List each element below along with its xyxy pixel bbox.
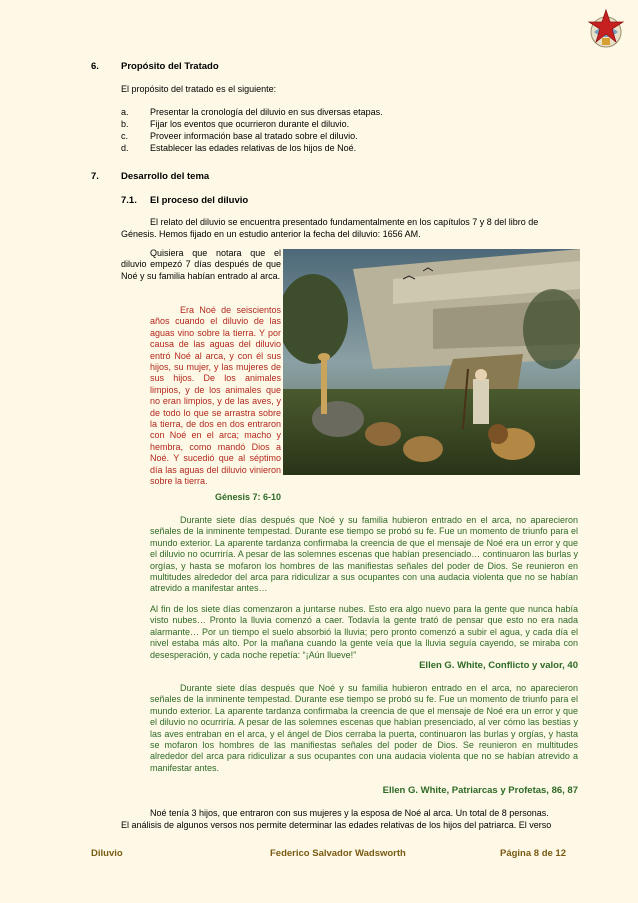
list-item-letter: b. bbox=[121, 119, 129, 129]
paragraph-line: Noé tenía 3 hijos, que entraron con sus mujeres y la esposa de Noé al arca. Un total de 8 personas. bbox=[150, 808, 549, 818]
list-item-letter: d. bbox=[121, 143, 129, 153]
section-7-number: 7. bbox=[91, 171, 99, 182]
list-item: Proveer información base al tratado sobre el diluvio. bbox=[150, 131, 358, 141]
section-6-number: 6. bbox=[91, 61, 99, 72]
list-item: Fijar los eventos que ocurrieron durante el diluvio. bbox=[150, 119, 350, 129]
list-item: Establecer las edades relativas de los hijos de Noé. bbox=[150, 143, 357, 153]
paragraph-line: Génesis. Hemos fijado en un estudio anterior la fecha del diluvio: 1656 AM. bbox=[121, 229, 421, 239]
list-item-letter: a. bbox=[121, 107, 129, 117]
footer-left: Diluvio bbox=[91, 848, 123, 859]
noahs-ark-illustration bbox=[283, 249, 580, 475]
intro-paragraph: Quisiera que notara que el diluvio empezó 7 días después de que Noé y su familia habían entrado al arca. bbox=[121, 248, 281, 281]
paragraph-line: El relato del diluvio se encuentra presentado fundamentalmente en los capítulos 7 y 8 del libro de bbox=[150, 217, 539, 227]
quote-1-part-1: Durante siete días después que Noé y su familia hubieron entrado en el arca, no aparecieron señales de la inminente tempestad. Durante ese tiempo se probó su fe. Fue un momento de triunfo para el mundo exterior. La aparente tardanza confirmaba la creencia de que el mensaje de Noé era un error y que el diluvio no ocurriría. A pesar de las solemnes escenas que habían presenciado… continuaron las burlas y orgías, y hasta se mofaron los hombres de las manifiestas señales del poder de Dios. Se reunieron en multitudes alrededor del arca para ridiculizar a sus ocupantes con una audacia violenta que no se habían atrevido a manifestar antes… bbox=[150, 515, 578, 594]
list-item: Presentar la cronología del diluvio en sus diversas etapas. bbox=[150, 107, 383, 117]
quote-1-reference: Ellen G. White, Conflicto y valor, 40 bbox=[419, 660, 578, 671]
quote-1-part-2: Al fin de los siete días comenzaron a juntarse nubes. Esto era algo nuevo para la gente que nunca había visto nubes… Pronto la lluvia comenzó a caer. Todavía la gente trató de pensar que esto no era nada alarmante… Por un tiempo el suelo absorbió la lluvia; pero pronto comenzó a subir el agua, y cada día el nivel estaba más alto. Por la mañana cuando la gente veía que la lluvia seguía cayendo, se miraba con desesperación, y cada noche repetía: “¡Aún llueve!” bbox=[150, 604, 578, 660]
subsection-number: 7.1. bbox=[121, 195, 137, 206]
bible-reference: Génesis 7: 6-10 bbox=[214, 492, 281, 502]
footer-page-number: Página 8 de 12 bbox=[500, 848, 567, 859]
list-item-letter: c. bbox=[121, 131, 129, 141]
paragraph-line: El análisis de algunos versos nos permite determinar las edades relativas de los hijos del patriarca. El verso bbox=[121, 820, 552, 830]
section-6-intro: El propósito del tratado es el siguiente: bbox=[121, 84, 277, 94]
subsection-title: El proceso del diluvio bbox=[150, 195, 249, 206]
section-6-title: Propósito del Tratado bbox=[121, 61, 219, 72]
logo-icon bbox=[584, 8, 628, 52]
quote-2: Durante siete días después que Noé y su familia hubieron entrado en el arca, no aparecieron señales de la inminente tempestad. Durante ese tiempo se probó su fe. Fue un momento de triunfo para el mundo exterior. La aparente tardanza confirmaba la creencia de que el mensaje de Noé era un error y que el diluvio no ocurriría. A pesar de las solemnes escenas que habían presenciado, al ver cómo las bestias y las aves entraban en el arca, y el ángel de Dios cerraba la puerta, continuaron las burlas y orgías, y hasta se mofaron los hombres de las manifiestas señales del poder de Dios. Se reunieron en multitudes alrededor del arca para ridiculizar a sus ocupantes con una audacia violenta que no se habían atrevido a manifestar antes. bbox=[150, 683, 578, 773]
section-7-title: Desarrollo del tema bbox=[121, 171, 210, 182]
footer-author: Federico Salvador Wadsworth bbox=[270, 848, 406, 859]
bible-quote: Era Noé de seiscientos años cuando el diluvio de las aguas vino sobre la tierra. Y por causa de las aguas del diluvio entró Noé al arca, y con él sus hijos, su mujer, y las mujeres de sus hijos. De los animales limpios, y de los animales que no eran limpios, y de las aves, y de todo lo que se arrastra sobre la tierra, de dos en dos entraron con Noé en el arca; macho y hembra, como mandó Dios a Noé. Y sucedió que al séptimo día las aguas del diluvio vinieron sobre la tierra. bbox=[150, 305, 281, 487]
quote-2-reference: Ellen G. White, Patriarcas y Profetas, 86, 87 bbox=[382, 785, 578, 796]
